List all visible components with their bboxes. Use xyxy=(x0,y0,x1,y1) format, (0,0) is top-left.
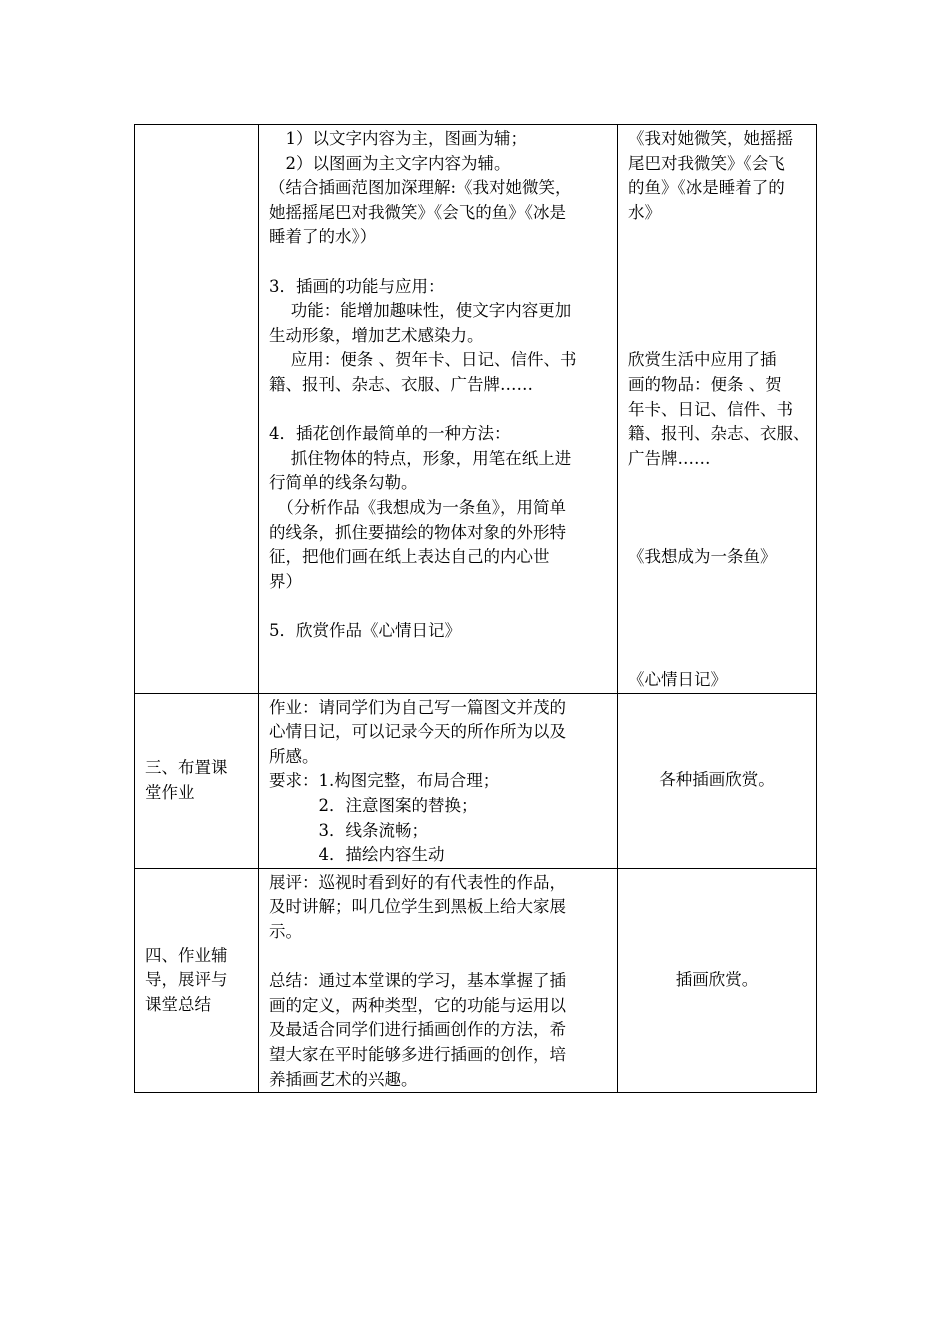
text-line: 3．线条流畅； xyxy=(269,820,428,840)
step-label: 堂作业 xyxy=(145,782,195,802)
text-line: 水》 xyxy=(628,202,661,222)
text-line xyxy=(628,570,812,595)
text-line: 欣赏生活中应用了插 xyxy=(628,350,777,370)
text-line: 功能：能增加趣味性，使文字内容更加 xyxy=(269,301,572,321)
text-line: 她摇摇尾巴对我微笑》《会飞的鱼》《冰是 xyxy=(269,202,566,222)
text-line: 望大家在平时能够多进行插画的创作，培 xyxy=(269,1044,566,1064)
content-text xyxy=(269,696,611,868)
text-line: 1）以文字内容为主，图画为辅； xyxy=(269,129,527,148)
text-line: 广告牌…… xyxy=(628,448,711,468)
text-line: 的鱼》《冰是睡着了的 xyxy=(628,178,785,198)
text-line: 所感。 xyxy=(269,746,319,766)
text-line: 总结：通过本堂课的学习，基本掌握了插 xyxy=(269,971,566,991)
text-line xyxy=(628,619,812,644)
text-line: 4．描绘内容生动 xyxy=(269,845,445,865)
text-line xyxy=(628,324,812,349)
text-line: 展评：巡视时看到好的有代表性的作品， xyxy=(269,872,566,892)
text-line xyxy=(628,225,812,250)
step-cell xyxy=(135,868,259,1092)
text-line: 2．注意图案的替换； xyxy=(269,796,478,816)
resource-label: 各种插画欣赏。 xyxy=(659,770,775,790)
text-line: 画的定义，两种类型，它的功能与运用以 xyxy=(269,995,566,1015)
text-line: 《心情日记》 xyxy=(628,670,727,690)
text-line: 生动形象，增加艺术感染力。 xyxy=(269,325,484,345)
text-line xyxy=(628,275,812,300)
text-line xyxy=(628,471,812,496)
content-text xyxy=(269,871,611,1092)
text-line: 养插画艺术的兴趣。 xyxy=(269,1069,418,1089)
text-line: 及时讲解；叫几位学生到黑板上给大家展 xyxy=(269,897,566,917)
text-line xyxy=(628,250,812,275)
table-row xyxy=(135,693,817,868)
text-line: 4．插花创作最简单的一种方法： xyxy=(269,424,511,444)
text-line: 《我对她微笑，她摇摇 xyxy=(628,129,793,148)
step-cell-empty xyxy=(135,125,259,694)
text-line: 2）以图画为主文字内容为辅。 xyxy=(269,153,511,173)
text-line xyxy=(269,594,611,619)
text-line: 尾巴对我微笑》《会飞 xyxy=(628,153,785,173)
text-line: 示。 xyxy=(269,922,302,941)
resource-text xyxy=(628,127,812,693)
table-row xyxy=(135,868,817,1092)
text-line: 睡着了的水》） xyxy=(269,227,377,247)
step-label: 三、布置课 xyxy=(145,758,228,778)
text-line: 征，把他们画在纸上表达自己的内心世 xyxy=(269,547,550,567)
text-line xyxy=(269,945,611,970)
text-line: （分析作品《我想成为一条鱼》，用简单 xyxy=(269,497,566,517)
text-line xyxy=(628,643,812,668)
content-cell xyxy=(259,125,618,694)
text-line xyxy=(628,521,812,546)
text-line: 5．欣赏作品《心情日记》 xyxy=(269,620,461,640)
step-label: 四、作业辅 xyxy=(145,945,228,965)
text-line: 抓住物体的特点，形象，用笔在纸上进 xyxy=(269,448,572,468)
table-row xyxy=(135,125,817,694)
resource-label: 插画欣赏。 xyxy=(675,970,759,990)
content-cell xyxy=(259,868,618,1092)
content-text xyxy=(269,127,611,643)
content-cell xyxy=(259,693,618,868)
text-line: 作业：请同学们为自己写一篇图文并茂的 xyxy=(269,697,566,717)
text-line xyxy=(269,250,611,275)
text-line: 的线条，抓住要描绘的物体对象的外形特 xyxy=(269,522,566,542)
lesson-plan-table xyxy=(134,124,817,1093)
resource-cell xyxy=(618,125,817,694)
text-line xyxy=(269,398,611,423)
text-line: 画的物品：便条 、贺 xyxy=(628,374,782,394)
resource-cell xyxy=(618,868,817,1092)
text-line: 3．插画的功能与应用： xyxy=(269,276,445,296)
step-cell xyxy=(135,693,259,868)
text-line: 籍、报刊、杂志、衣服、 xyxy=(628,424,810,444)
text-line: 年卡、日记、信件、书 xyxy=(628,399,793,419)
step-label: 课堂总结 xyxy=(145,994,211,1014)
text-line: 界） xyxy=(269,571,302,591)
text-line xyxy=(628,594,812,619)
text-line: 行简单的线条勾勒。 xyxy=(269,473,418,493)
resource-cell xyxy=(618,693,817,868)
text-line: 心情日记，可以记录今天的所作所为以及 xyxy=(269,722,566,742)
text-line: 应用：便条 、贺年卡、日记、信件、书 xyxy=(269,350,577,370)
text-line xyxy=(628,496,812,521)
text-line: 要求：1.构图完整，布局合理； xyxy=(269,771,500,791)
text-line xyxy=(628,299,812,324)
text-line: （结合插画范图加深理解:《我对她微笑， xyxy=(269,178,572,198)
step-label: 导，展评与 xyxy=(145,970,228,990)
text-line: 籍、报刊、杂志、衣服、广告牌…… xyxy=(269,374,533,394)
text-line: 及最适合同学们进行插画创作的方法，希 xyxy=(269,1020,566,1040)
text-line: 《我想成为一条鱼》 xyxy=(628,547,777,567)
